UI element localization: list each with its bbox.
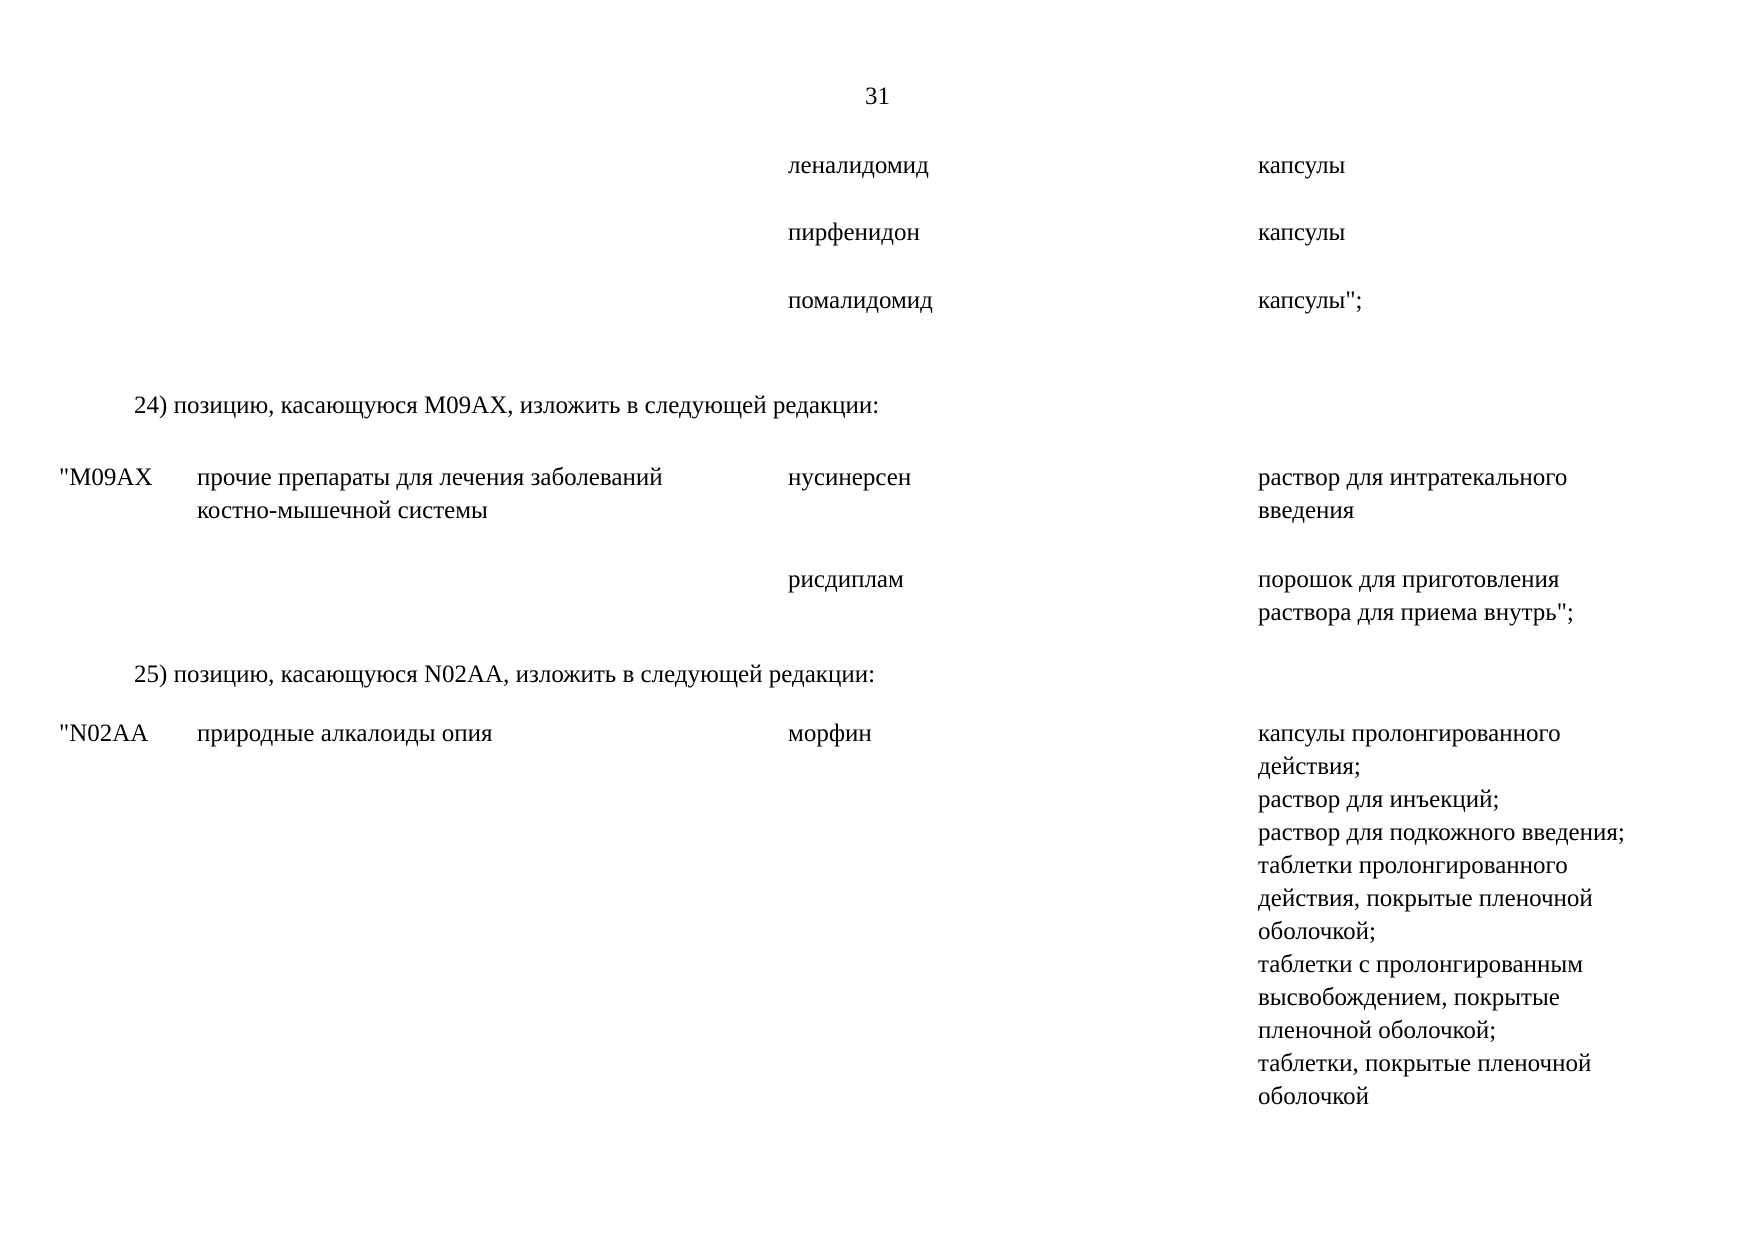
drug-name: морфин xyxy=(788,720,872,747)
dosage-form-line: действия; xyxy=(1258,753,1361,780)
dosage-form-line: пленочной оболочкой; xyxy=(1258,1017,1497,1044)
drug-name: помалидомид xyxy=(788,287,933,314)
atc-code: "N02AA xyxy=(59,720,149,747)
dosage-form: капсулы"; xyxy=(1258,287,1363,314)
dosage-form: капсулы xyxy=(1258,152,1346,179)
dosage-form xyxy=(1258,563,1574,629)
drug-name: рисдиплам xyxy=(788,566,904,593)
dosage-form-line: раствор для инъекций; xyxy=(1258,786,1500,813)
atc-group xyxy=(197,461,663,527)
dosage-form xyxy=(1258,461,1567,527)
atc-group-line: прочие препараты для лечения заболеваний xyxy=(197,464,663,491)
dosage-form-line: оболочкой; xyxy=(1258,918,1376,945)
dosage-form-line: таблетки с пролонгированным xyxy=(1258,951,1584,978)
instruction-25: 25) позицию, касающуюся N02AA, изложить в следующей редакции: xyxy=(134,661,876,688)
dosage-form-line: таблетки, покрытые пленочной xyxy=(1258,1050,1592,1077)
dosage-form-line: таблетки пролонгированного xyxy=(1258,852,1568,879)
atc-group: природные алкалоиды опия xyxy=(197,720,493,747)
dosage-form-line: оболочкой xyxy=(1258,1083,1370,1110)
dosage-form-line: раствора для приема внутрь"; xyxy=(1258,599,1574,626)
dosage-form: капсулы xyxy=(1258,219,1346,246)
dosage-form-line: высвобождением, покрытые xyxy=(1258,984,1560,1011)
dosage-form-line: порошок для приготовления xyxy=(1258,566,1560,593)
dosage-form xyxy=(1258,717,1625,1113)
atc-group-line: костно-мышечной системы xyxy=(197,497,488,524)
drug-name: пирфенидон xyxy=(788,219,920,246)
dosage-form-line: раствор для подкожного введения; xyxy=(1258,819,1625,846)
instruction-24: 24) позицию, касающуюся M09AX, изложить в следующей редакции: xyxy=(134,392,880,419)
dosage-form-line: введения xyxy=(1258,497,1355,524)
page-number: 31 xyxy=(865,83,890,110)
atc-code: "M09AX xyxy=(59,464,153,491)
drug-name: леналидомид xyxy=(788,152,929,179)
drug-name: нусинерсен xyxy=(788,464,912,491)
dosage-form-line: раствор для интратекального xyxy=(1258,464,1568,491)
dosage-form-line: капсулы пролонгированного xyxy=(1258,720,1561,747)
dosage-form-line: действия, покрытые пленочной xyxy=(1258,885,1593,912)
